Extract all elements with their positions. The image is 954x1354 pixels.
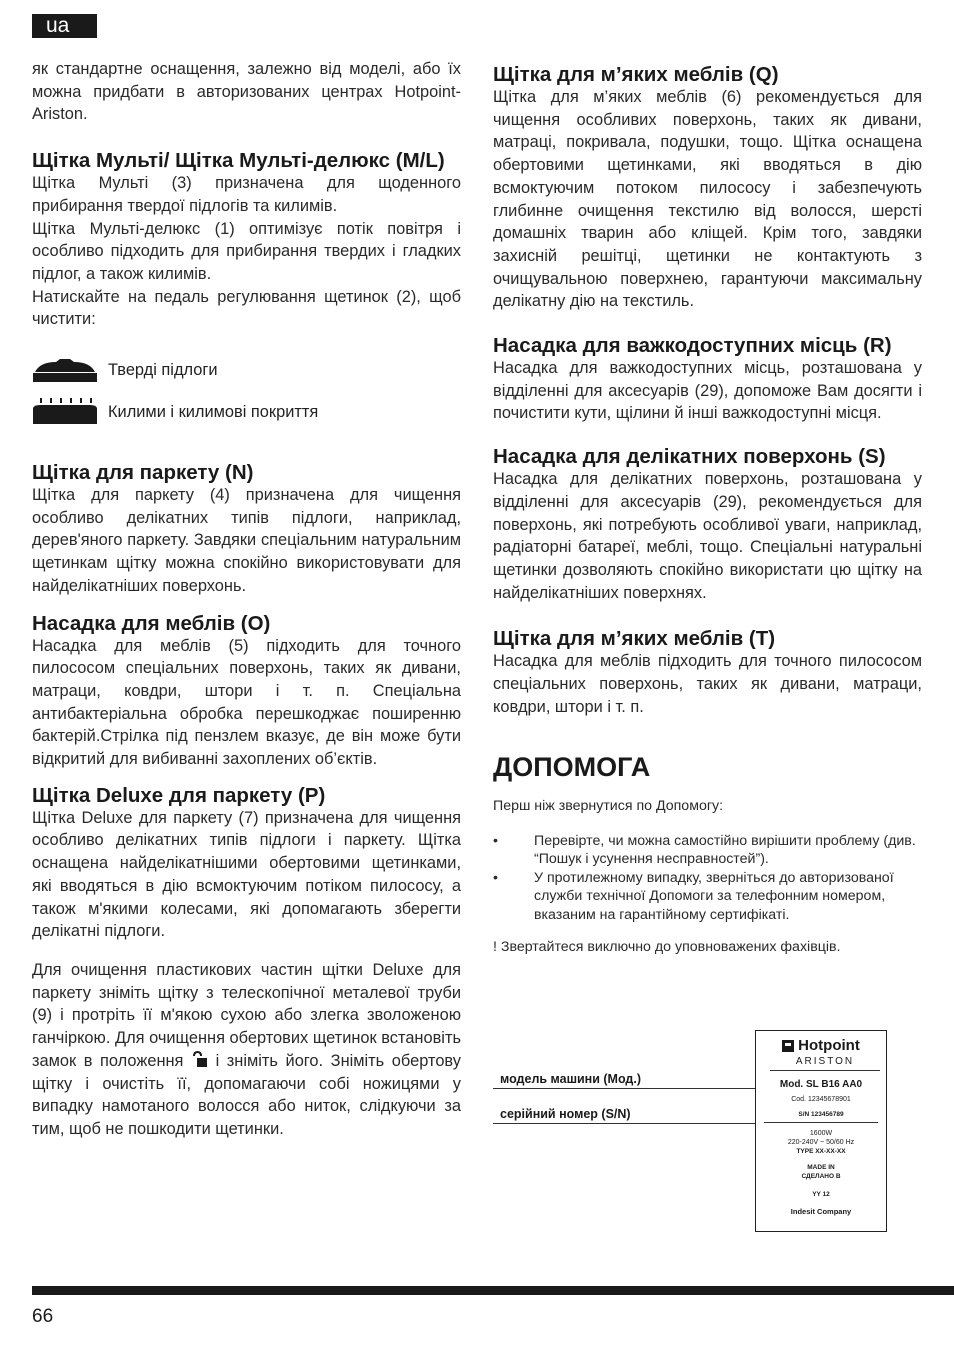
- unlock-icon: [191, 1051, 208, 1068]
- crevice-nozzle-text: Насадка для важкодоступних місць, розташована у відділенні для аксесуарів (29), допоможе Вам досягти і почистити кути, щілини й інші важкодоступні місця.: [493, 359, 922, 423]
- multi-brush-text-1: Щітка Мульті (3) призначена для щоденного прибирання твердої підлогів та килимів.: [32, 174, 461, 215]
- rating-label-illustration: [493, 1030, 893, 1236]
- soft-furniture-t-text: Насадка для меблів підходить для точного пилососом спеціальних поверхонь, таких як дивани, матраци, ковдри, штори і т. п.: [493, 652, 922, 716]
- plate-made-in-ua: СДЕЛАНО В: [801, 1173, 841, 1180]
- plate-sub-brand: ARISTON: [770, 1056, 880, 1071]
- deluxe-parquet-text-2: [32, 959, 461, 1141]
- plate-voltage: 220-240V ~ 50/60 Hz: [787, 1139, 855, 1146]
- heading-parquet-brush: Щітка для паркету (N): [32, 461, 254, 485]
- help-bullet-1-text: Перевірте, чи можна самостійно вирішити проблему (див. “Пошук і усунення несправностей”).: [534, 832, 916, 868]
- floor-hard-row: [32, 351, 461, 389]
- delicate-nozzle-text: Насадка для делікатних поверхонь, розташована у відділенні для аксесуарів (29), рекомендується для поверхонь, які потребують особливої уваги, наприклад, радіаторні батареї, меблі, тощо. Спеціальні натуральні щетинки дозволяють спокійно використати цю щітку на найделікатніших поверхнях.: [493, 470, 922, 602]
- plate-sn: S/N 123456789: [798, 1111, 844, 1118]
- bullet-dot: •: [493, 832, 498, 849]
- floor-carpet-row: [32, 393, 461, 431]
- multi-brush-text-2: Щітка Мульті-делюкс (1) оптимізує потік повітря і особливо підходить для прибирання твердих і гладких підлог, а також килимів.: [32, 219, 461, 283]
- multi-brush-text-3: Натискайте на педаль регулювання щетинок (2), щоб чистити:: [32, 287, 461, 329]
- hotpoint-logo-icon: [782, 1040, 794, 1052]
- rating-plate: [755, 1030, 887, 1232]
- heading-crevice-nozzle: Насадка для важкодоступних місць (R): [493, 334, 892, 358]
- plate-year: YY 12: [812, 1191, 830, 1198]
- plate-type: TYPE XX-XX-XX: [796, 1148, 846, 1155]
- bullet-dot: •: [493, 869, 498, 886]
- soft-furniture-q-text: Щітка для м’яких меблів (6) рекомендується для чищення особливих поверхонь, таких як дивани, матраці, покривала, подушки, тощо. Щітка оснащена обертовими щетинками, які вводяться в дію всмоктуючим потоком пилососу і забезпечують глибинне очищення текстилю від волосся, шерсті домашніх тварин або кліщей. Крім того, завдяки захисній решітці, щетинки не контактують з очищувальною поверхнею, гарантуючи максимальну делікатну дію на текстиль.: [493, 88, 922, 311]
- help-intro: Перш ніж звернутися по Допомогу:: [493, 798, 724, 815]
- deluxe-parquet-text-1: Щітка Deluxe для паркету (7) призначена для чищення особливо делікатних типів підлоги і паркету. Щітка оснащена найделікатнішими обертовими щетинками, які вводяться в дію всмоктуючим потіком пилососу, а також м'якими колесами, які допомагають зберегти делікатні підлоги.: [32, 808, 461, 941]
- label-model: модель машини (Мод.): [500, 1072, 641, 1086]
- plate-model: Mod. SL B16 AA0: [779, 1079, 863, 1090]
- floor-hard-label: Тверді підлоги: [108, 360, 218, 379]
- carpet-floor-icon: [32, 398, 98, 426]
- heading-multi-brush: Щітка Мульті/ Щітка Мульті-делюкс (M/L): [32, 149, 445, 173]
- right-column: [493, 63, 922, 957]
- intro-text: як стандартне оснащення, залежно від моделі, або їх можна придбати в авторизованих центрах Hotpoint-Ariston.: [32, 60, 461, 124]
- label-serial: серійний номер (S/N): [500, 1107, 631, 1121]
- plate-brand-text: Hotpoint: [798, 1037, 860, 1054]
- heading-delicate-nozzle: Насадка для делікатних поверхонь (S): [493, 445, 886, 469]
- hard-floor-icon: [32, 356, 98, 384]
- help-bullet-1: [493, 832, 922, 869]
- label-model-line: [493, 1088, 755, 1089]
- deluxe-parquet-text-2b: і зніміть його. Зніміть обертову щітку і очистіть її, допомагаючи собі ножицями у випадку намотаного волосся або ниток, слідкуючи за тим, щоб не пошкодити щетинки.: [32, 1051, 461, 1138]
- help-bullets: [493, 832, 922, 925]
- page-number: 66: [32, 1306, 54, 1327]
- plate-brand: [756, 1037, 886, 1054]
- plate-cod: Cod. 12345678901: [791, 1096, 851, 1103]
- furniture-nozzle-text: Насадка для меблів (5) підходить для точного пилососом спеціальних поверхонь, таких як дивани, матраци, ковдри, штори і т. п. Спеціальна антибактеріальна обробка перешкоджає поширенню бактерій.Стрілка під пензлем вказує, де він може бути відкритий для вибиванні захоплених об’єктів.: [32, 636, 461, 769]
- parquet-brush-text: Щітка для паркету (4) призначена для чищення особливо делікатних типів підлоги, наприклад, дерев'яного паркету. Завдяки спеціальним натуральним щетинкам щітку можна спокійно використовувати для найделікатніших поверхонь.: [32, 486, 461, 595]
- help-bullet-2: [493, 869, 922, 925]
- heading-furniture-nozzle: Насадка для меблів (O): [32, 611, 271, 635]
- language-badge: ua: [32, 14, 97, 38]
- heading-soft-furniture-brush-t: Щітка для м’яких меблів (T): [493, 627, 776, 651]
- floor-carpet-label: Килими і килимові покриття: [108, 402, 319, 421]
- heading-soft-furniture-brush-q: Щітка для м’яких меблів (Q): [493, 63, 779, 86]
- left-column: [32, 58, 461, 1141]
- heading-deluxe-parquet-brush: Щітка Deluxe для паркету (P): [32, 783, 326, 807]
- plate-power: 1600W: [809, 1130, 833, 1137]
- plate-made-in: MADE IN: [807, 1164, 835, 1171]
- help-warning: ! Звертайтеся виключно до уповноважених фахівців.: [493, 939, 841, 956]
- help-bullet-2-text: У протилежному випадку, зверніться до авторизованої служби технічної Допомоги за телефонним номером, вказаним на гарантійному сертифікаті.: [534, 869, 894, 923]
- deluxe-parquet-text-2a: Для очищення пластикових частин щітки Deluxe для паркету зніміть щітку з телескопічної металевої труби (9) і протріть її м'якою сухою або злегка зволоженою ганчіркою. Для очищення обертових щетинок встановіть замок в положення: [32, 960, 461, 1070]
- plate-company: Indesit Company: [790, 1207, 852, 1216]
- label-serial-line: [493, 1123, 755, 1124]
- footer-bar: [32, 1286, 954, 1295]
- help-title: ДОПОМОГА: [493, 752, 651, 783]
